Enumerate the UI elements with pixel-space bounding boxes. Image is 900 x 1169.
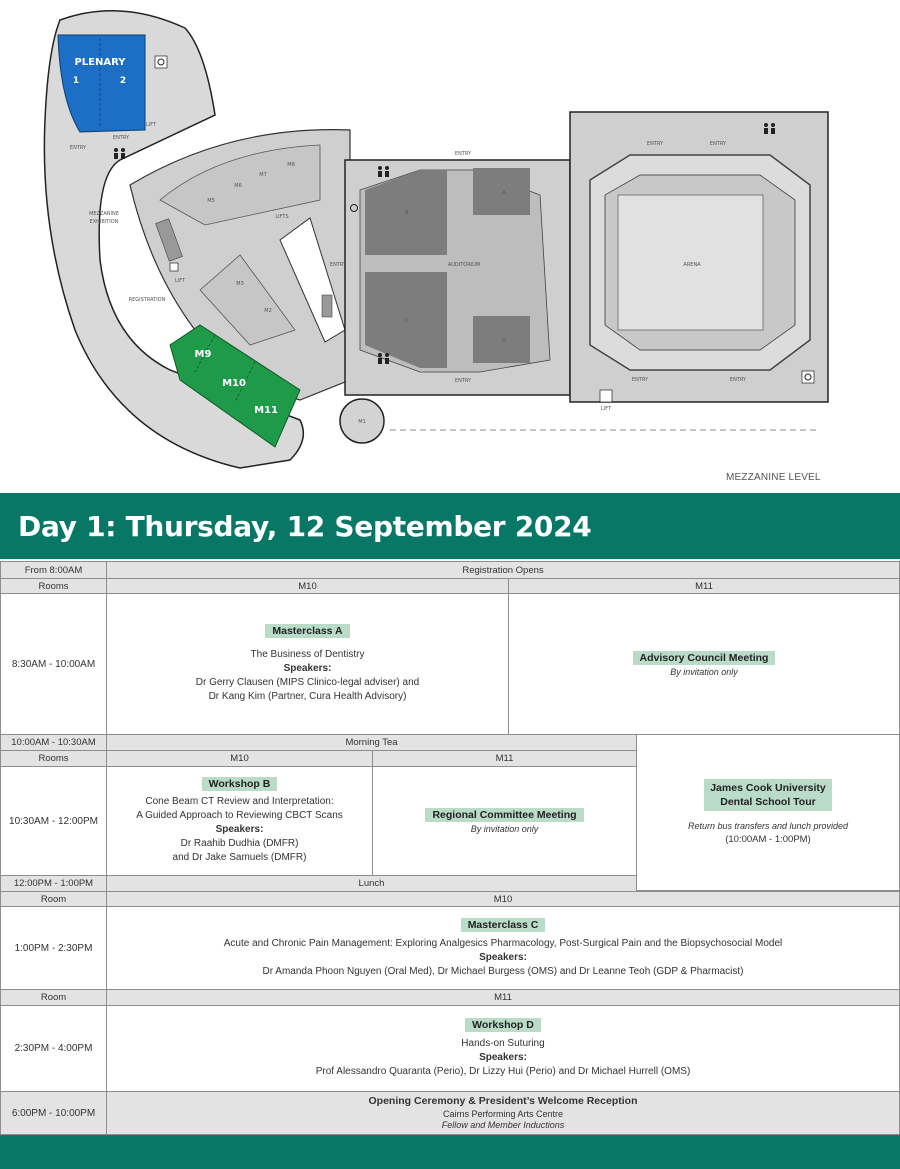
masterclass-a-title: The Business of Dentistry [250, 649, 365, 660]
auditorium-b-label: B [405, 210, 409, 216]
slot5-time: 6:00PM - 10:00PM [0, 1091, 107, 1135]
opening-ceremony-title: Opening Ceremony & President’s Welcome Reception [368, 1095, 638, 1107]
stairs-icon [322, 295, 332, 317]
arena-label: ARENA [683, 262, 701, 268]
level-label: MEZZANINE LEVEL [726, 472, 821, 483]
room-m10-label: M10 [222, 378, 246, 389]
room-m11-label: M11 [254, 405, 278, 416]
workshop-d-cell [106, 1005, 900, 1092]
masterclass-c-speakers-label: Speakers: [479, 951, 527, 963]
masterclass-c-cell [106, 906, 900, 990]
workshop-b-title-1: Cone Beam CT Review and Interpretation: [145, 796, 334, 807]
room-m6-label: M6 [234, 183, 242, 189]
masterclass-a-tag: Masterclass A [265, 624, 349, 638]
rooms-label-1: Rooms [0, 578, 107, 594]
footer-band [0, 1135, 900, 1169]
lift-label-3: LIFT [600, 406, 612, 412]
regional-committee-tag: Regional Committee Meeting [425, 808, 583, 822]
room-header-m11-4: M11 [106, 989, 900, 1006]
entry-label-auditorium-top: ENTRY [454, 151, 472, 157]
dental-school-tour-cell [636, 734, 900, 891]
workshop-b-tag: Workshop B [202, 777, 278, 791]
workshop-b-speakers-label: Speakers: [215, 824, 264, 835]
morning-tea-time: 10:00AM - 10:30AM [0, 734, 107, 751]
morning-tea-text: Morning Tea [106, 734, 637, 751]
room-m5-label: M5 [207, 198, 215, 204]
masterclass-a-cell [106, 593, 509, 735]
room-header-m11-2: M11 [372, 750, 637, 767]
accessible-icon-3 [802, 371, 814, 383]
day-title: Day 1: Thursday, 12 September 2024 [18, 510, 592, 543]
room-m1-label: M1 [358, 419, 366, 425]
day-header [0, 493, 900, 559]
floor-plan-map [0, 0, 900, 493]
accessible-icon [155, 56, 167, 68]
auditorium-c-label: C [405, 318, 409, 324]
lift-icon-2 [600, 390, 612, 402]
lift-label-2: LIFT [174, 278, 186, 284]
plenary-room-2: 2 [119, 76, 127, 86]
entry-label-arena-1: ENTRY [646, 141, 664, 147]
workshop-b-speaker-2: and Dr Jake Samuels (DMFR) [172, 852, 307, 863]
entry-label-auditorium-side: ENTRY [329, 262, 347, 268]
registration-text: Registration Opens [106, 561, 900, 579]
masterclass-c-title: Acute and Chronic Pain Management: Exploring Analgesics Pharmacology, Post-Surgical Pain and the Biopsychosocial Model [223, 937, 783, 949]
plenary-label: PLENARY [74, 57, 126, 68]
room-header-m10-3: M10 [106, 891, 900, 907]
room-m2-label: M2 [264, 308, 272, 314]
entry-label-arena-4: ENTRY [729, 377, 747, 383]
lunch-time: 12:00PM - 1:00PM [0, 875, 107, 892]
workshop-b-cell [106, 766, 373, 876]
advisory-council-note: By invitation only [670, 667, 738, 677]
room-m7-label: M7 [259, 172, 267, 178]
slot2-time: 10:30AM - 12:00PM [0, 766, 107, 876]
lift-label-1: LIFT [145, 122, 157, 128]
masterclass-a-speakers-label: Speakers: [283, 663, 332, 674]
schedule-table [0, 559, 900, 1135]
workshop-d-tag: Workshop D [465, 1018, 541, 1032]
tour-tag-line-2: Dental School Tour [720, 795, 816, 808]
regional-committee-cell [372, 766, 637, 876]
room-m9-label: M9 [194, 349, 212, 360]
tour-times: (10:00AM - 1:00PM) [725, 833, 811, 845]
advisory-council-tag: Advisory Council Meeting [633, 651, 776, 665]
lunch-text: Lunch [106, 875, 637, 892]
workshop-b-title-2: A Guided Approach to Reviewing CBCT Scans [136, 810, 343, 821]
masterclass-c-tag: Masterclass C [461, 918, 546, 932]
masterclass-c-speakers: Dr Amanda Phoon Nguyen (Oral Med), Dr Michael Burgess (OMS) and Dr Leanne Teoh (GDP & Pharmacist) [262, 965, 744, 977]
tour-tag-line-1: James Cook University [710, 781, 826, 794]
opening-ceremony-cell [106, 1091, 900, 1135]
mezz-exhibition-1: MEZZANINE [89, 211, 119, 217]
room-label-3: Room [0, 891, 107, 907]
entry-label-arena-2: ENTRY [709, 141, 727, 147]
room-header-m11: M11 [508, 578, 900, 594]
tour-note: Return bus transfers and lunch provided [687, 820, 849, 831]
lift-icon [170, 263, 178, 271]
workshop-d-speakers: Prof Alessandro Quaranta (Perio), Dr Lizzy Hui (Perio) and Dr Michael Hurrell (OMS) [315, 1066, 691, 1077]
registration-time: From 8:00AM [0, 561, 107, 579]
room-m3-label: M3 [236, 281, 244, 287]
floor-plan [0, 0, 900, 493]
room-header-m10: M10 [106, 578, 509, 594]
slot4-time: 2:30PM - 4:00PM [0, 1005, 107, 1092]
advisory-council-cell [508, 593, 900, 735]
room-header-m10-2: M10 [106, 750, 373, 767]
room-m8-label: M8 [287, 162, 295, 168]
mezz-exhibition-2: EXHIBITION [89, 219, 119, 225]
masterclass-a-speaker-1: Dr Gerry Clausen (MIPS Clinico-legal adviser) and [195, 677, 420, 688]
entry-label-auditorium-bottom: ENTRY [454, 378, 472, 384]
auditorium-label: AUDITORIUM [447, 262, 481, 268]
workshop-d-title: Hands-on Suturing [461, 1038, 545, 1049]
auditorium-d-label: D [502, 338, 506, 344]
lifts-label: LIFTS [275, 214, 289, 220]
opening-ceremony-note: Fellow and Member Inductions [441, 1120, 565, 1130]
rooms-label-2: Rooms [0, 750, 107, 767]
room-label-4: Room [0, 989, 107, 1006]
workshop-d-speakers-label: Speakers: [479, 1052, 527, 1063]
regional-committee-note: By invitation only [470, 824, 539, 834]
opening-ceremony-venue: Cairns Performing Arts Centre [442, 1109, 564, 1119]
masterclass-a-speaker-2: Dr Kang Kim (Partner, Cura Health Advisory) [208, 691, 407, 702]
entry-label-2: ENTRY [112, 135, 130, 141]
slot1-time: 8:30AM - 10:00AM [0, 593, 107, 735]
registration-label: REGISTRATION [128, 297, 166, 303]
dental-school-tour-tag [704, 779, 832, 811]
entry-label-arena-3: ENTRY [631, 377, 649, 383]
workshop-b-speaker-1: Dr Raahib Dudhia (DMFR) [180, 838, 299, 849]
plenary-room-1: 1 [72, 76, 80, 86]
slot3-time: 1:00PM - 2:30PM [0, 906, 107, 990]
auditorium-a-label: A [502, 190, 506, 196]
entry-label-1: ENTRY [69, 145, 87, 151]
